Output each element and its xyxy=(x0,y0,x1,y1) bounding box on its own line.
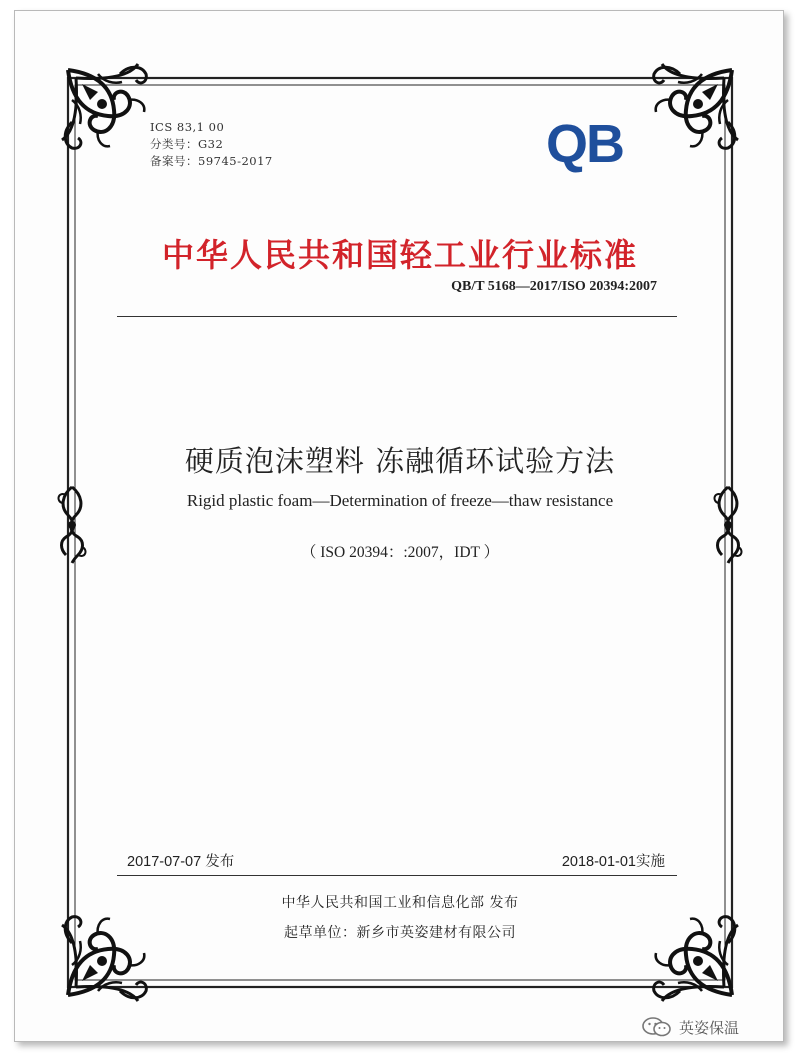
issuing-authority: 中华人民共和国工业和信息化部 发布 xyxy=(281,895,519,911)
drafting-unit: 起草单位：新乡市英姿建材有限公司 xyxy=(284,925,516,941)
iso-reference: （ ISO 20394：:2007，IDT ） xyxy=(300,544,500,561)
wechat-icon xyxy=(640,1016,674,1038)
effective-date: 2018-01-01实施 xyxy=(561,854,665,870)
document-page xyxy=(14,10,784,1042)
qb-logo: QB xyxy=(546,114,623,174)
ics-code: ICS 83,1 00 xyxy=(150,120,225,134)
filing-number: 备案号：59745-2017 xyxy=(150,154,273,168)
category-code: 分类号：G32 xyxy=(150,137,224,151)
header-divider xyxy=(117,316,677,317)
watermark xyxy=(640,1016,739,1038)
standard-number: QB/T 5168—2017/ISO 20394:2007 xyxy=(451,279,657,294)
standard-title: 中华人民共和国轻工业行业标准 xyxy=(161,236,638,274)
publish-date: 2017-07-07 发布 xyxy=(127,854,235,870)
footer-divider xyxy=(117,875,677,876)
metadata-block xyxy=(150,119,273,170)
watermark-text: 英姿保温 xyxy=(679,1018,740,1037)
document-title-english: Rigid plastic foam—Determination of freeze—thaw resistance xyxy=(186,491,614,510)
document-title-chinese: 硬质泡沫塑料 冻融循环试验方法 xyxy=(184,444,616,478)
